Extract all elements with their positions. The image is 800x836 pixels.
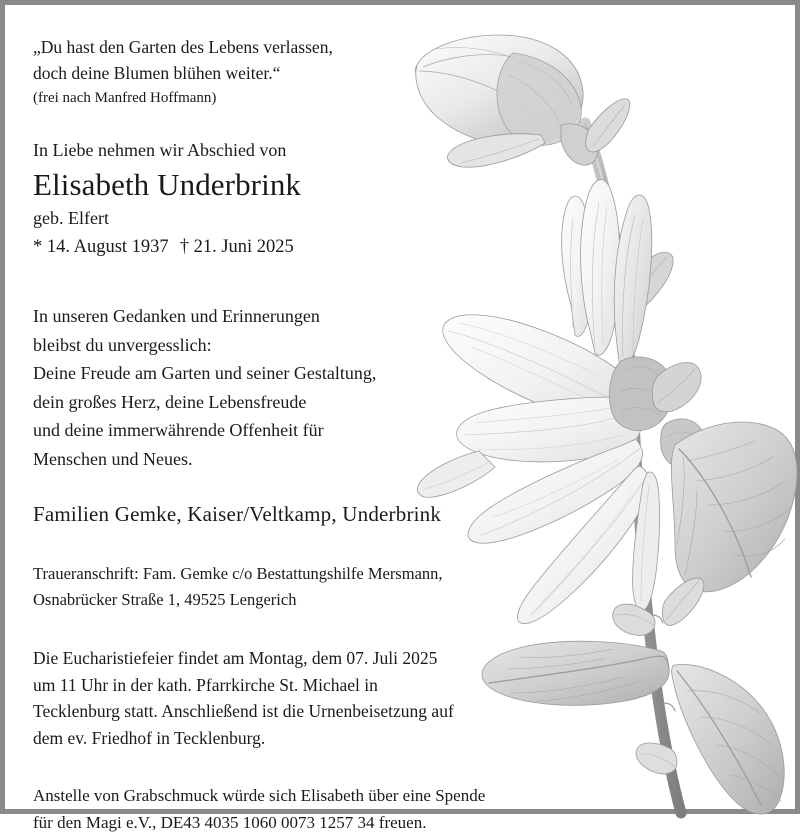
spacer-after-address-2	[33, 629, 795, 645]
deceased-name: Elisabeth Underbrink	[33, 165, 795, 205]
service-line-3: Tecklenburg statt. Anschließend ist die Urnenbeisetzung auf	[33, 698, 795, 725]
obituary-text	[5, 5, 795, 836]
families-line: Familien Gemke, Kaiser/Veltkamp, Underbrink	[33, 499, 795, 529]
memorial-line-6: Menschen und Neues.	[33, 445, 795, 474]
donation-line-2: für den Magi e.V., DE43 4035 1060 0073 1257 34 freuen.	[33, 810, 795, 836]
spacer-after-service-2	[33, 767, 795, 783]
memorial-line-2: bleibst du unvergesslich:	[33, 331, 795, 360]
life-dates	[33, 232, 795, 262]
service-line-4: dem ev. Friedhof in Tecklenburg.	[33, 725, 795, 752]
memorial-block	[33, 302, 795, 473]
memorial-line-1: In unseren Gedanken und Erinnerungen	[33, 302, 795, 331]
announcement-intro: In Liebe nehmen wir Abschied von	[33, 137, 795, 163]
verse-block	[33, 35, 795, 86]
service-line-2: um 11 Uhr in der kath. Pfarrkirche St. Michael in	[33, 672, 795, 699]
memorial-line-4: dein großes Herz, deine Lebensfreude	[33, 388, 795, 417]
spacer-after-address	[33, 613, 795, 629]
spacer-after-families	[33, 529, 795, 545]
donation-line-1: Anstelle von Grabschmuck würde sich Elisabeth über eine Spende	[33, 783, 795, 810]
maiden-name: geb. Elfert	[33, 205, 795, 232]
memorial-line-3: Deine Freude am Garten und seiner Gestaltung,	[33, 359, 795, 388]
address-line-2: Osnabrücker Straße 1, 49525 Lengerich	[33, 587, 795, 613]
spacer-after-service	[33, 751, 795, 767]
verse-line-1: „Du hast den Garten des Lebens verlassen,	[33, 35, 795, 61]
address-line-1: Traueranschrift: Fam. Gemke c/o Bestattungshilfe Mersmann,	[33, 561, 795, 587]
mourning-address	[33, 561, 795, 613]
spacer-after-dates	[33, 262, 795, 282]
birth-date: * 14. August 1937	[33, 237, 169, 257]
spacer-after-verse	[33, 111, 795, 137]
donation-request	[33, 783, 795, 836]
death-date: † 21. Juni 2025	[180, 237, 294, 257]
spacer-after-dates-2	[33, 282, 795, 302]
service-line-1: Die Eucharistiefeier findet am Montag, dem 07. Juli 2025	[33, 645, 795, 672]
service-details	[33, 645, 795, 751]
memorial-line-5: und deine immerwährende Offenheit für	[33, 416, 795, 445]
verse-attribution: (frei nach Manfred Hoffmann)	[33, 86, 795, 111]
verse-line-2: doch deine Blumen blühen weiter.“	[33, 61, 795, 87]
spacer-after-families-2	[33, 545, 795, 561]
spacer-after-memorial	[33, 473, 795, 499]
